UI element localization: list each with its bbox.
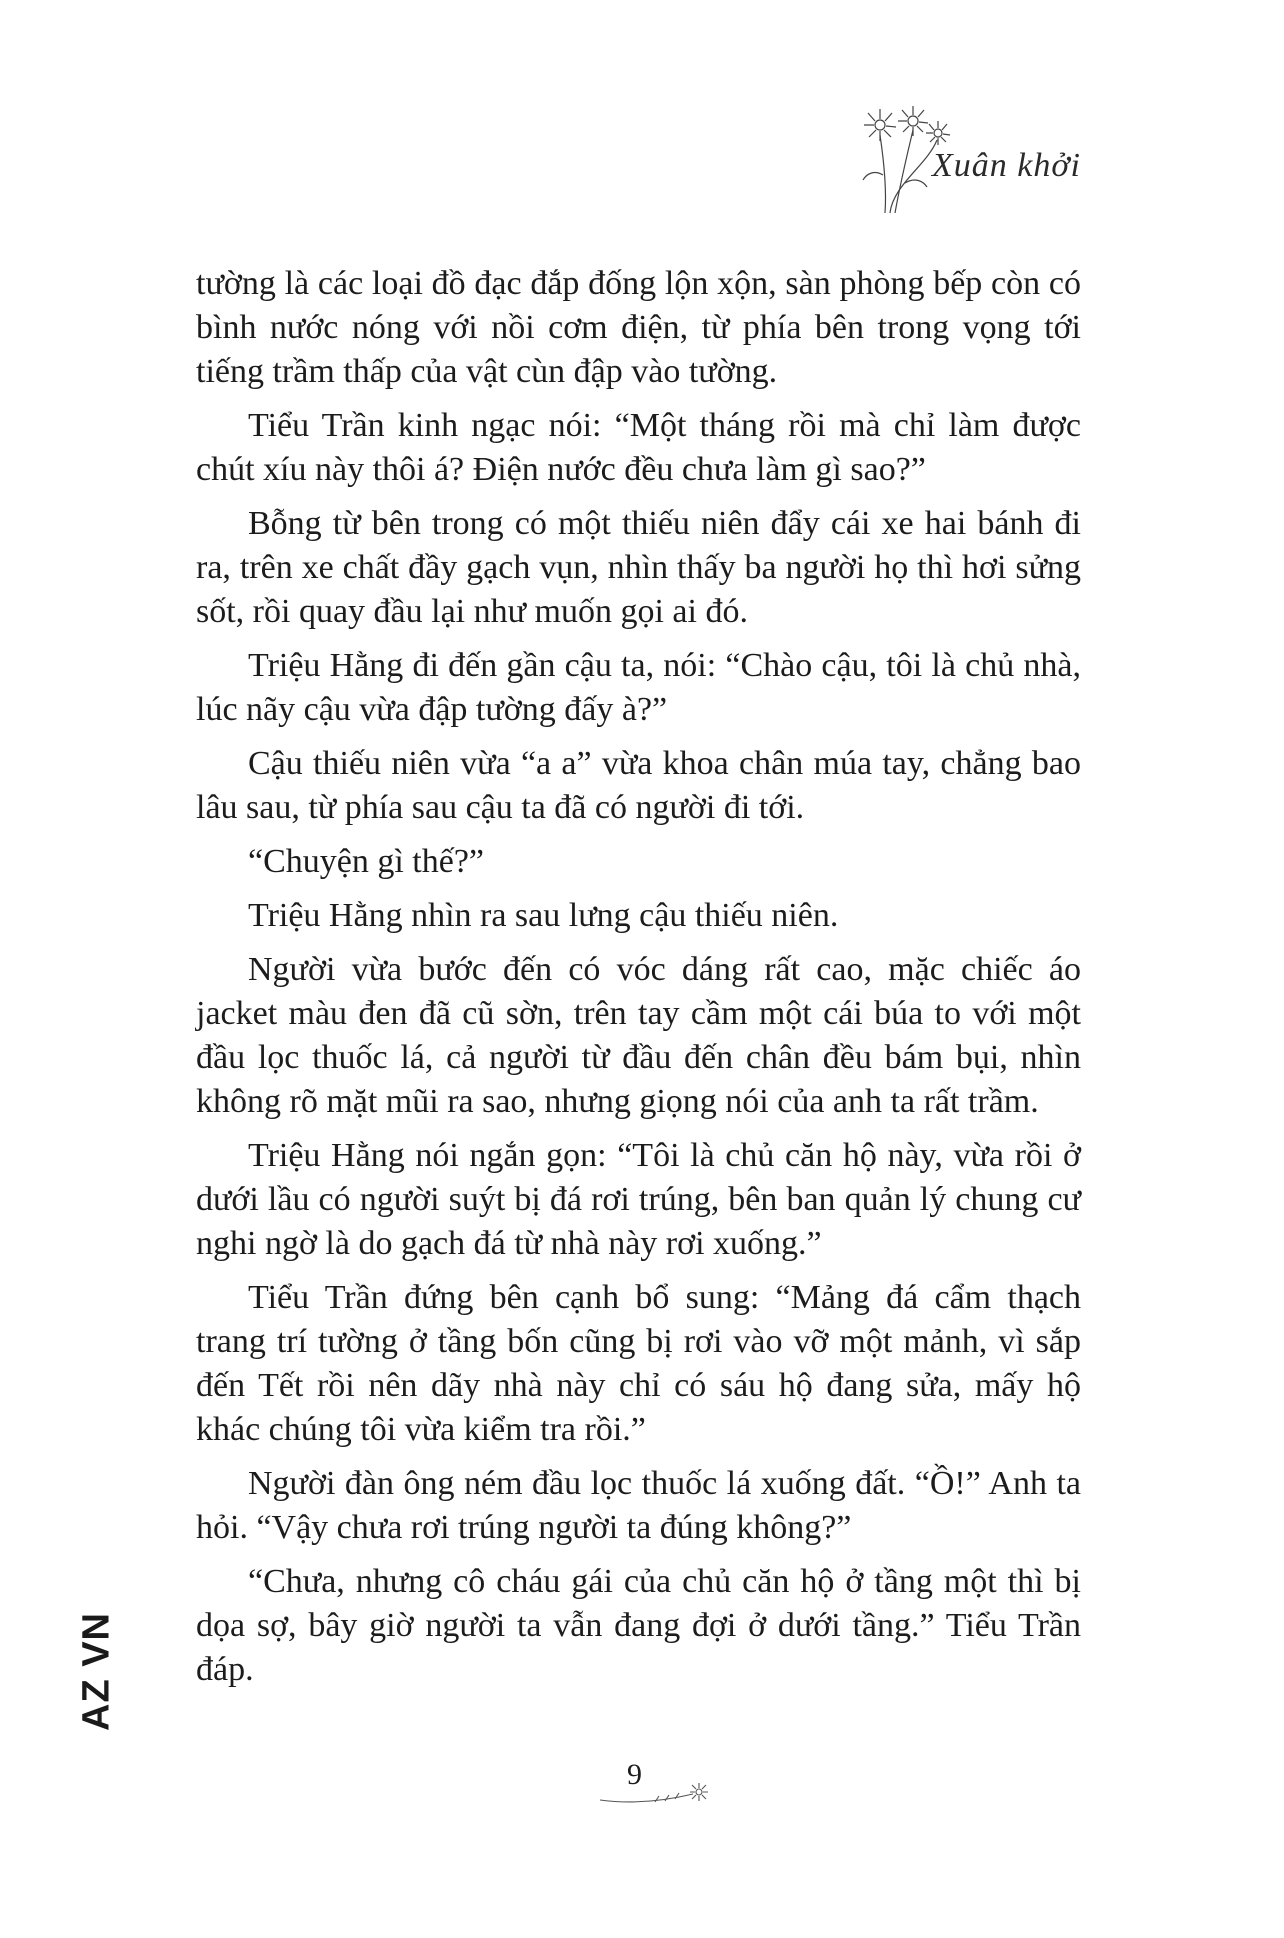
paragraph: tường là các loại đồ đạc đắp đống lộn xộn, sàn phòng bếp còn có bình nước nóng với nồi cơm điện, từ phía bên trong vọng tới tiếng trầm thấp của vật cùn đập vào tường. — [196, 265, 1081, 390]
paragraph: Người vừa bước đến có vóc dáng rất cao, mặc chiếc áo jacket màu đen đã cũ sờn, trên tay cầm một cái búa to với một đầu lọc thuốc lá, cả người từ đầu đến chân đều bám bụi, nhìn không rõ mặt mũi ra sao, nhưng giọng nói của anh ta rất trầm. — [196, 951, 1081, 1120]
paragraph: Bỗng từ bên trong có một thiếu niên đẩy cái xe hai bánh đi ra, trên xe chất đầy gạch vụn, nhìn thấy ba người họ thì hơi sửng sốt, rồi quay đầu lại như muốn gọi ai đó. — [196, 505, 1081, 630]
paragraph: Tiểu Trần kinh ngạc nói: “Một tháng rồi mà chỉ làm được chút xíu này thôi á? Điện nước đều chưa làm gì sao?” — [196, 407, 1081, 488]
paragraph: Triệu Hằng đi đến gần cậu ta, nói: “Chào cậu, tôi là chủ nhà, lúc nãy cậu vừa đập tường đấy à?” — [196, 647, 1081, 728]
paragraph: Triệu Hằng nhìn ra sau lưng cậu thiếu niên. — [248, 897, 839, 934]
body-text — [196, 262, 1081, 1702]
page-number: 9 — [627, 1758, 642, 1791]
paragraph: Cậu thiếu niên vừa “a a” vừa khoa chân múa tay, chẳng bao lâu sau, từ phía sau cậu ta đã có người đi tới. — [196, 745, 1081, 826]
paragraph: Người đàn ông ném đầu lọc thuốc lá xuống đất. “Ồ!” Anh ta hỏi. “Vậy chưa rơi trúng người ta đúng không?” — [196, 1465, 1081, 1546]
publisher-logo: AZ VN — [75, 1612, 118, 1731]
paragraph: Tiểu Trần đứng bên cạnh bổ sung: “Mảng đá cẩm thạch trang trí tường ở tầng bốn cũng bị rơi vào vỡ một mảnh, vì sắp đến Tết rồi nên dãy nhà này chỉ có sáu hộ đang sửa, mấy hộ khác chúng tôi vừa kiểm tra rồi.” — [196, 1279, 1081, 1448]
paragraph: Triệu Hằng nói ngắn gọn: “Tôi là chủ căn hộ này, vừa rồi ở dưới lầu có người suýt bị đá rơi trúng, bên ban quản lý chung cư nghi ngờ là do gạch đá từ nhà này rơi xuống.” — [196, 1137, 1081, 1262]
series-title: Xuân khởi — [932, 147, 1081, 184]
paragraph: “Chuyện gì thế?” — [248, 843, 485, 880]
paragraph: “Chưa, nhưng cô cháu gái của chủ căn hộ ở tầng một thì bị dọa sợ, bây giờ người ta vẫn đang đợi ở dưới tầng.” Tiểu Trần đáp. — [196, 1563, 1081, 1688]
flower-vine-icon — [595, 1770, 715, 1810]
